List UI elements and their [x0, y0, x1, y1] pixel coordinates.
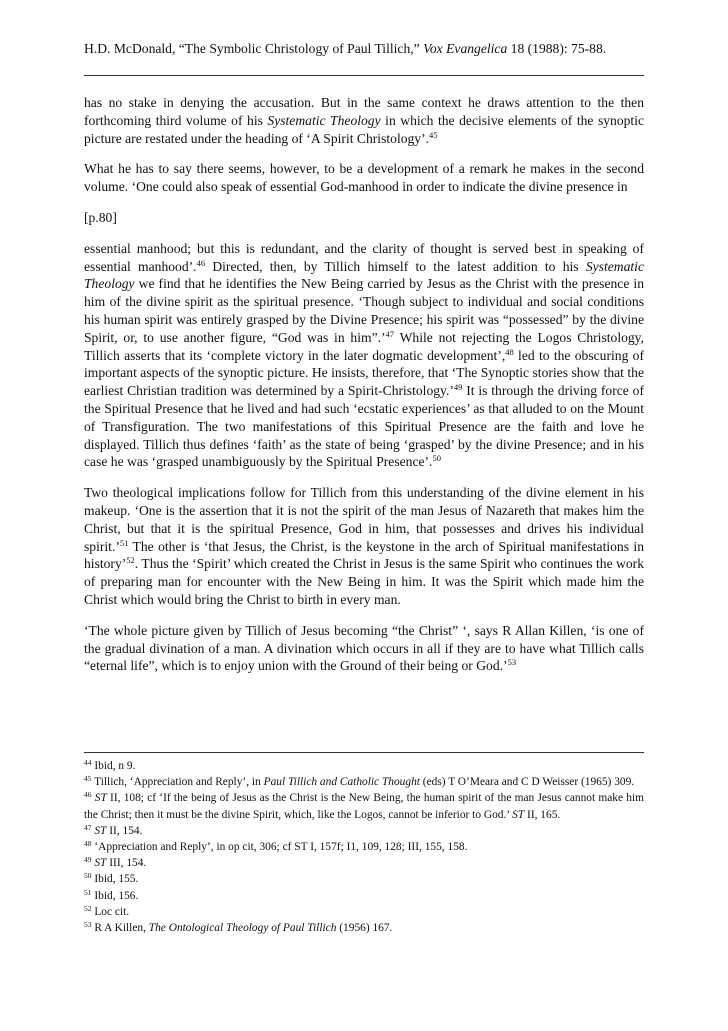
text-run: Loc cit.: [91, 905, 130, 918]
footnote-ref: 47: [385, 328, 395, 339]
footnote-ref: 48: [505, 346, 514, 357]
footnote-ref: 45: [429, 129, 438, 140]
text-run: It is through the driving force of the Spiritual Presence that he lived and had such ‘ecstatic experiences’ as that alluded to on the Mount of Transfiguration. The two manifestations of this Spiritual Presence are the faith and love he displayed. Tillich thus defines ‘faith’ as the state of being ‘grasped’ by the divine Presence; and in his case he was ‘grasped unambiguously by the Spiritual Presence’.: [84, 383, 644, 470]
text-run: (1956) 167.: [336, 922, 393, 935]
text-run: we find that he identifies the New Being carried by Jesus as the Christ with the presence in him of the divine spirit as the spiritual presence. ‘Though subject to individual and social conditions his human spirit was entirely grasped by the Divine Presence; his spirit was “possessed” by the divine Spirit, or, to use another figure, “God was in him”.’: [84, 276, 644, 345]
header-citation: H.D. McDonald, “The Symbolic Christology of Paul Tillich,”: [84, 41, 424, 56]
header-rule: [84, 75, 644, 76]
footnotes: [84, 758, 644, 936]
footnote: [84, 855, 644, 871]
footnote-ref: 44: [84, 758, 92, 767]
page-marker: [84, 209, 644, 227]
footnote: [84, 888, 644, 904]
footnote: [84, 871, 644, 887]
text-run: ‘Appreciation and Reply’, in op cit, 306; cf ST I, 157f; I1, 109, 128; III, 155, 158.: [91, 841, 468, 854]
text-run: II, 154.: [106, 824, 143, 837]
footnote-ref: 51: [84, 887, 92, 897]
footnote-ref: 48: [84, 839, 92, 849]
text-run: essential manhood; but this is redundant, and the clarity of thought is served best in speaking of essential manhood’.: [84, 240, 644, 274]
text-run: While not rejecting the Logos Christology, Tillich asserts that its ‘complete victory in the later dogmatic development’,: [84, 329, 644, 363]
body-text: [84, 94, 644, 688]
text-run: III, 154.: [106, 857, 147, 870]
text-run: . Thus the ‘Spirit’ which created the Christ in Jesus is the same Spirit who continues the work of preparing man for encounter with the New Being in him. It was the Spirit which made him the Christ which would bring the Christ to birth in every man.: [84, 556, 644, 607]
footnote: [84, 904, 644, 920]
paragraph: [84, 94, 644, 147]
footnote-ref: 49: [84, 855, 92, 865]
italic-text: ST: [512, 808, 525, 821]
footnote-ref: 50: [84, 871, 92, 881]
footnote-ref: 47: [84, 822, 92, 832]
text-run: Directed, then, by Tillich himself to the latest addition to his: [205, 258, 586, 274]
footnote-ref: 53: [507, 657, 517, 668]
text-run: Two theological implications follow for Tillich from this understanding of the divine element in his makeup. ‘One is the assertion that it is not the spirit of the man Jesus of Nazareth that makes him the Christ, but that it is the spiritual Presence, God in him, that possesses and drives his individual spirit.’: [84, 485, 644, 554]
italic-text: Systematic Theology: [267, 112, 381, 128]
text-run: Ibid, n 9.: [91, 760, 136, 772]
footnote: [84, 774, 644, 790]
text-run: Ibid, 155.: [91, 873, 139, 886]
footnote: [84, 839, 644, 855]
footnote-ref: 52: [126, 555, 135, 566]
text-run: [p.80]: [84, 209, 117, 225]
text-run: Tillich, ‘Appreciation and Reply’, in: [91, 776, 264, 789]
text-run: R A Killen,: [91, 922, 149, 935]
paragraph: [84, 160, 644, 196]
text-run: ‘The whole picture given by Tillich of Jesus becoming “the Christ” ‘, says R Allan Killen, ‘is one of the gradual divination of a man. A divination which occurs in all if they are to have what Tillich calls “eternal life”, which is to enjoy union with the Ground of their being or God.’: [84, 622, 644, 674]
footnote-ref: 51: [119, 537, 129, 548]
footnote-ref: 50: [432, 453, 441, 464]
footnote: [84, 790, 644, 822]
running-header: [84, 40, 644, 58]
text-run: II, 165.: [524, 808, 561, 821]
footnote-rule: [84, 752, 644, 753]
paragraph: [84, 622, 644, 675]
footnote-ref: 46: [196, 257, 206, 268]
italic-text: The Ontological Theology of Paul Tillich: [148, 922, 337, 935]
italic-text: ST: [94, 824, 107, 837]
footnote: [84, 920, 644, 936]
footnote: [84, 758, 644, 774]
italic-text: Paul Tillich and Catholic Thought: [263, 776, 420, 789]
paragraph: [84, 484, 644, 609]
footnote-ref: 49: [453, 382, 463, 393]
text-run: in which the decisive elements of the synoptic picture are restated under the heading of ‘A Spirit Christology’.: [84, 112, 645, 146]
footnote-ref: 46: [84, 790, 92, 800]
footnote: [84, 823, 644, 839]
text-run: (eds) T O’Meara and C D Weisser (1965) 309.: [419, 776, 635, 789]
italic-text: Systematic Theology: [84, 258, 644, 292]
text-run: II, 108; cf ‘If the being of Jesus as the Christ is the New Being, the human spirit of the man Jesus cannot make him the Christ; then it must be the divine Spirit, which, like the Logos, cannot be inferior to God.’: [84, 792, 644, 821]
text-run: The other is ‘that Jesus, the Christ, is the keystone in the arch of Spiritual manifestations in history’: [84, 538, 644, 572]
footnote-ref: 45: [84, 774, 92, 784]
italic-text: ST: [94, 857, 107, 870]
text-run: has no stake in denying the accusation. But in the same context he draws attention to the then forthcoming third volume of his: [84, 95, 644, 128]
header-volume-pages: 18 (1988): 75-88.: [507, 41, 607, 56]
header-journal-title: Vox Evangelica: [423, 41, 508, 56]
text-run: What he has to say there seems, however, to be a development of a remark he makes in the second volume. ‘One could also speak of essential God-manhood in order to indicate the divine presence in: [84, 161, 644, 195]
footnote-ref: 53: [84, 920, 92, 930]
text-run: led to the obscuring of important aspects of the synoptic picture. He insists, therefore, that ‘The Synoptic stories show that the earliest Christian tradition was determined by a Spirit-Christology.’: [84, 347, 645, 399]
footnote-ref: 52: [84, 903, 92, 913]
italic-text: ST: [94, 792, 107, 805]
text-run: Ibid, 156.: [91, 889, 139, 902]
paragraph: [84, 240, 644, 471]
